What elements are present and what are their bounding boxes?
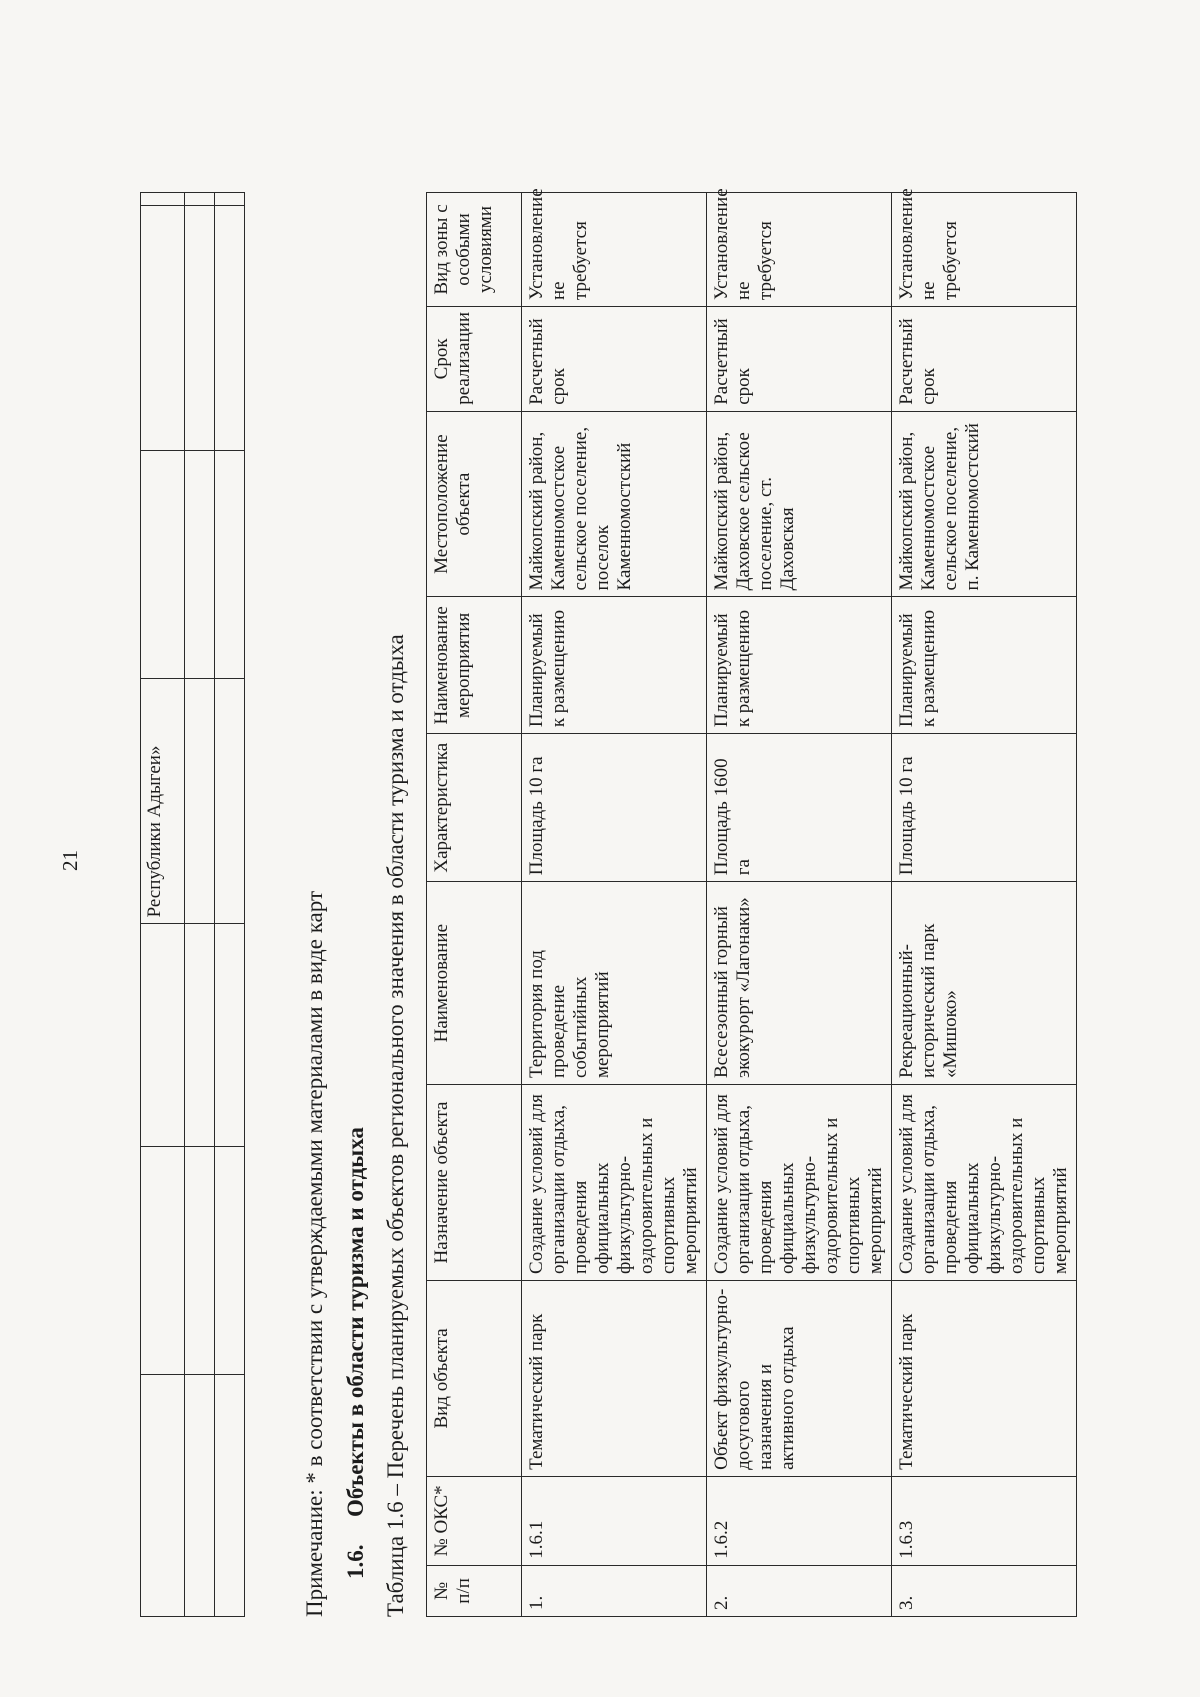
cell-purpose: Создание условий для организации отдыха, проведения официальных физкультурно-оздоровительных и спортивных мероприятий xyxy=(522,1085,707,1281)
cell-term: Расчетный срок xyxy=(707,306,892,411)
header-cell: Вид зоны с особыми условиями xyxy=(427,193,522,307)
cell-name: Рекреационный-исторический парк «Мишоко» xyxy=(892,882,1077,1085)
header-cell: Наименование xyxy=(427,882,522,1085)
cell-location: Майкопский район, Каменномостское сельское поселение, п. Каменномостский xyxy=(892,411,1077,597)
footnote: Примечание: * в соответствии с утверждаемыми материалами в виде карт xyxy=(302,890,327,1617)
page-number: 21 xyxy=(58,850,82,871)
cell-measure: Планируемый к размещению xyxy=(707,597,892,734)
cell-name: Всесезонный горный экокурорт «Лагонаки» xyxy=(707,882,892,1085)
cell-measure: Планируемый к размещению xyxy=(522,597,707,734)
cell-characteristic: Площадь 10 га xyxy=(892,734,1077,882)
cell-type: Тематический парк xyxy=(892,1280,1077,1476)
table-row xyxy=(707,193,892,1617)
table-header-row xyxy=(427,193,522,1617)
header-cell: № ОКС* xyxy=(427,1476,522,1565)
header-cell: Назначение объекта xyxy=(427,1085,522,1281)
cell-type: Тематический парк xyxy=(522,1280,707,1476)
cell-zone: Установление не требуется xyxy=(522,193,707,307)
header-cell: Вид объекта xyxy=(427,1280,522,1476)
section-heading xyxy=(343,1127,369,1579)
continued-table xyxy=(140,192,245,1617)
header-cell: Местоположение объекта xyxy=(427,411,522,597)
cell-purpose: Создание условий для организации отдыха, проведения официальных физкультурно-оздоровительных и спортивных мероприятий xyxy=(707,1085,892,1281)
table-row xyxy=(892,193,1077,1617)
cell-oks: 1.6.1 xyxy=(522,1476,707,1565)
continued-cell-text: Республики Адыгеи» xyxy=(141,678,185,923)
header-cell: Срок реализации xyxy=(427,306,522,411)
cell-zone: Установление не требуется xyxy=(707,193,892,307)
cell-oks: 1.6.2 xyxy=(707,1476,892,1565)
table-row xyxy=(522,193,707,1617)
cell-oks: 1.6.3 xyxy=(892,1476,1077,1565)
cell-location: Майкопский район, Даховское сельское поселение, ст. Даховская xyxy=(707,411,892,597)
header-cell: № п/п xyxy=(427,1565,522,1616)
cell-term: Расчетный срок xyxy=(892,306,1077,411)
section-number: 1.6. xyxy=(343,1544,368,1579)
cell-np: 1. xyxy=(522,1565,707,1616)
header-cell: Наименование мероприятия xyxy=(427,597,522,734)
cell-np: 2. xyxy=(707,1565,892,1616)
cell-type: Объект физкультурно-досугового назначения и активного отдыха xyxy=(707,1280,892,1476)
cell-purpose: Создание условий для организации отдыха, проведения официальных физкультурно-оздоровительных и спортивных мероприятий xyxy=(892,1085,1077,1281)
table-caption: Таблица 1.6 – Перечень планируемых объектов регионального значения в области туризма и отдыха xyxy=(383,634,408,1617)
cell-characteristic: Площадь 10 га xyxy=(522,734,707,882)
cell-measure: Планируемый к размещению xyxy=(892,597,1077,734)
header-cell: Характеристика xyxy=(427,734,522,882)
cell-name: Территория под проведение событийных мероприятий xyxy=(522,882,707,1085)
section-title: Объекты в области туризма и отдыха xyxy=(343,1127,368,1517)
cell-characteristic: Площадь 1600 га xyxy=(707,734,892,882)
cell-np: 3. xyxy=(892,1565,1077,1616)
cell-location: Майкопский район, Каменномостское сельское поселение, поселок Каменномостский xyxy=(522,411,707,597)
cell-zone: Установление не требуется xyxy=(892,193,1077,307)
cell-term: Расчетный срок xyxy=(522,306,707,411)
objects-table xyxy=(426,188,1077,1617)
